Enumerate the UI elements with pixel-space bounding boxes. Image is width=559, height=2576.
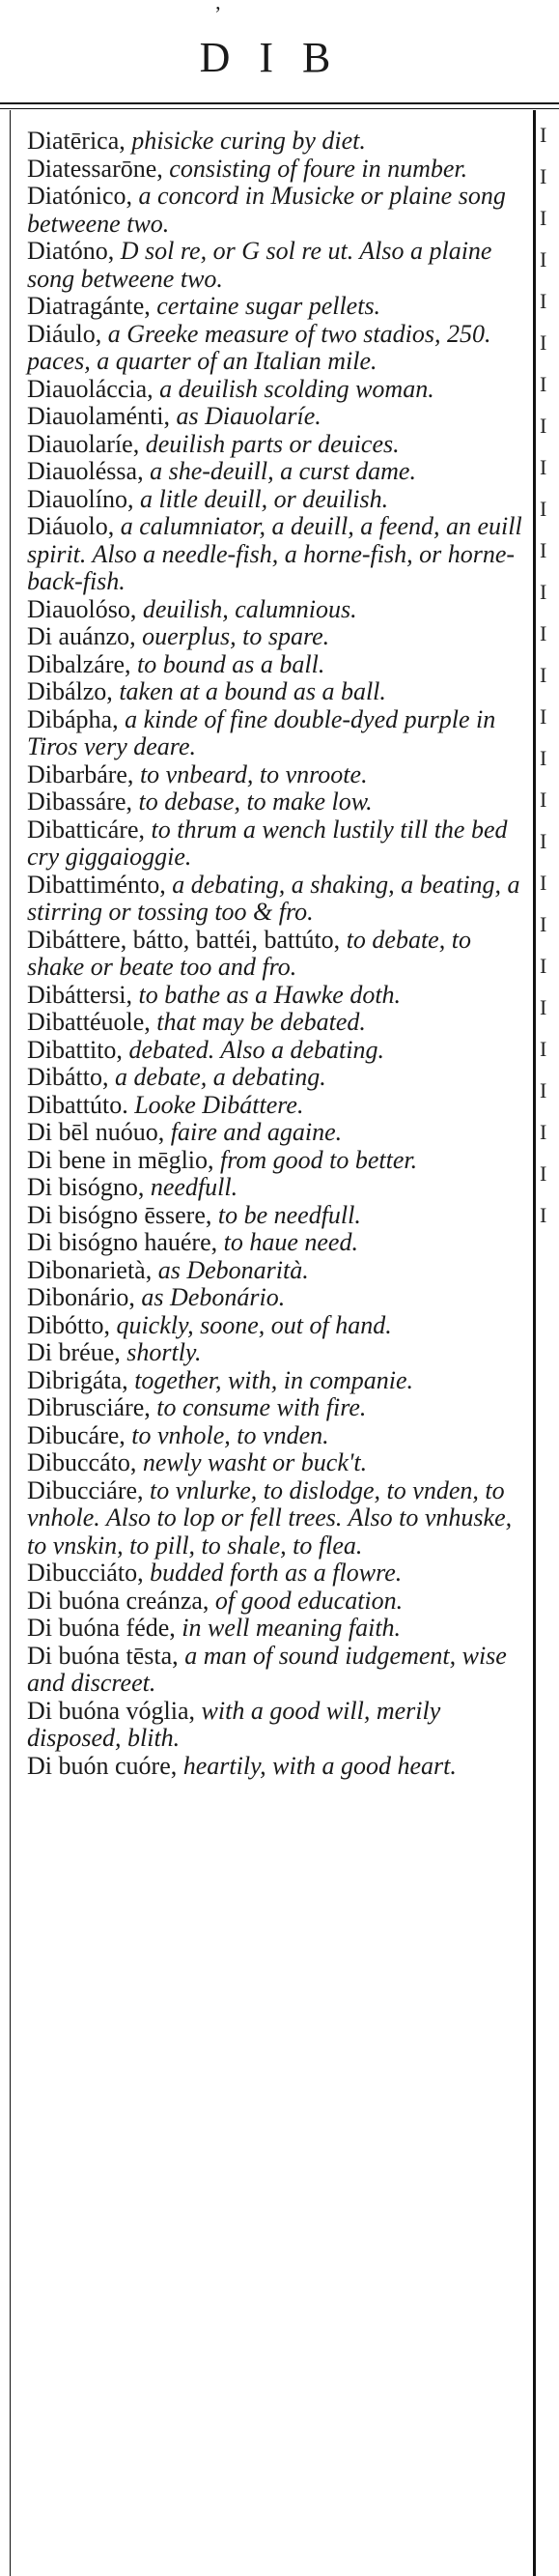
headword: Di bréue, xyxy=(27,1338,127,1366)
headword: Diatragánte, xyxy=(27,292,157,320)
headword: Di bisógno, xyxy=(27,1173,151,1201)
headword: Dibátto, xyxy=(27,1063,115,1091)
headword: Dibatticáre, xyxy=(27,815,152,844)
headword: Dibattiménto, xyxy=(27,870,173,899)
definition: to consume with fire. xyxy=(156,1393,367,1421)
list-item xyxy=(27,1064,529,1092)
list-item xyxy=(27,486,529,514)
list-item xyxy=(27,238,529,293)
headword: Dibuccáto, xyxy=(27,1448,143,1476)
list-item xyxy=(27,1477,529,1560)
header-mark: ʼ xyxy=(214,2,222,26)
list-item xyxy=(27,376,529,404)
definition: to be needfull. xyxy=(217,1200,361,1229)
list-item xyxy=(27,1174,529,1202)
list-item xyxy=(27,156,529,184)
headword: Di bene in mēglio, xyxy=(27,1145,221,1174)
definition: in well meaning faith. xyxy=(182,1614,402,1642)
definition: to vnlurke, to dislodge, to vnden, to vnhole. Also to lop or fell trees. Also to vnhuske, to vnskin, to pill, to shale, to flea. xyxy=(27,1475,513,1560)
definition: to haue need. xyxy=(223,1228,358,1256)
headword: Diatessarōne, xyxy=(27,154,170,183)
list-item xyxy=(27,458,529,486)
headword: Diauolíno, xyxy=(27,484,140,513)
definition: debated. Also a debating. xyxy=(128,1035,384,1064)
list-item xyxy=(27,1449,529,1477)
headword: Dibótto, xyxy=(27,1310,117,1339)
headword: Dibucáre, xyxy=(27,1420,132,1449)
definition: to bathe as a Hawke doth. xyxy=(138,980,402,1009)
headword: Diauolaménti, xyxy=(27,402,177,430)
list-item xyxy=(27,596,529,624)
headword: Diauolóso, xyxy=(27,594,143,623)
definition: to vnbeard, to vnroote. xyxy=(139,759,368,788)
list-item xyxy=(27,1312,529,1340)
headword: Di buóna vóglia, xyxy=(27,1696,202,1725)
list-item xyxy=(27,1588,529,1616)
headword: Dibassáre, xyxy=(27,787,139,816)
list-item xyxy=(27,651,529,679)
column-divider xyxy=(533,110,536,2576)
list-item xyxy=(27,293,529,321)
definition: deuilish parts or deuices. xyxy=(145,429,400,458)
headword: Dibucciáre, xyxy=(27,1475,151,1504)
headword: Diauoléssa, xyxy=(27,457,151,485)
definition: ouerplus, to spare. xyxy=(142,622,330,650)
headword: Diatónico, xyxy=(27,182,139,210)
definition: a Greeke measure of two stadios, 250. paces, a quarter of an Italian mile. xyxy=(27,319,491,375)
header-rule-thin xyxy=(0,108,559,109)
headword: Di buón cuóre, xyxy=(27,1751,183,1780)
definition: newly washt or buck't. xyxy=(142,1448,368,1476)
list-item xyxy=(27,1257,529,1285)
headword: Di buóna creánza, xyxy=(27,1586,215,1615)
definition: as Debonarità. xyxy=(157,1255,309,1284)
list-item xyxy=(27,1037,529,1065)
list-item xyxy=(27,678,529,706)
definition: a calumniator, a deuill, a feend, an euill spirit. Also a needle-fish, a horne-fish, or horne-back-fish. xyxy=(27,512,522,595)
list-item xyxy=(27,1422,529,1450)
definition: a concord in Musicke or plaine song betweene two. xyxy=(27,182,506,238)
list-item xyxy=(27,706,529,761)
definition: from good to better. xyxy=(220,1145,418,1174)
headword: Diauolaríe, xyxy=(27,429,146,458)
definition: to thrum a wench lustily till the bed cry giggaioggie. xyxy=(27,815,508,871)
headword: Dibáttere, bátto, battéi, battúto, xyxy=(27,925,347,954)
headword: Dibarbáre, xyxy=(27,759,140,788)
list-item xyxy=(27,1753,529,1781)
list-item xyxy=(27,183,529,238)
list-item xyxy=(27,513,529,596)
definition: to bound as a ball. xyxy=(137,649,325,678)
headword: Dibonarietà, xyxy=(27,1255,158,1284)
headword: Dibonário, xyxy=(27,1283,142,1311)
headword: Diauoláccia, xyxy=(27,374,160,403)
headword: Di buóna féde, xyxy=(27,1614,182,1642)
headword: Dibattito, xyxy=(27,1035,129,1064)
definition: a she-deuill, a curst dame. xyxy=(150,457,416,485)
column-left-rule xyxy=(10,110,11,2576)
definition: D sol re, or G sol re ut. Also a plaine song betweene two. xyxy=(27,237,492,293)
headword: Diáuolo, xyxy=(27,512,121,540)
definition: a deuilish scolding woman. xyxy=(159,374,434,403)
definition: a man of sound iudgement, wise and discreet. xyxy=(27,1641,507,1697)
list-item xyxy=(27,1119,529,1147)
list-item xyxy=(27,1339,529,1367)
headword: Dibrigáta, xyxy=(27,1365,135,1394)
headword: Dibálzo, xyxy=(27,677,120,705)
definition: heartily, with a good heart. xyxy=(182,1751,457,1780)
headword: Diáulo, xyxy=(27,319,108,348)
entry-list xyxy=(27,128,529,1780)
definition: a debate, a debating. xyxy=(115,1063,326,1091)
definition: to debase, to make low. xyxy=(138,787,373,816)
list-item xyxy=(27,1092,529,1120)
definition: a kinde of fine double-dyed purple in Tiros very deare. xyxy=(27,704,496,760)
headword: Diatóno, xyxy=(27,237,121,265)
definition: taken at a bound as a ball. xyxy=(119,677,386,705)
headword: Diatērica, xyxy=(27,127,132,155)
definition: as Diauolaríe. xyxy=(176,402,321,430)
list-item xyxy=(27,1615,529,1643)
headword: Di bēl nuóuo, xyxy=(27,1118,171,1146)
headword: Dibucciáto, xyxy=(27,1559,151,1587)
list-item xyxy=(27,761,529,789)
header-rule xyxy=(0,102,559,104)
list-item xyxy=(27,1147,529,1175)
definition: faire and againe. xyxy=(170,1118,343,1146)
definition: certaine sugar pellets. xyxy=(156,292,381,320)
definition: deuilish, calumnious. xyxy=(142,594,357,623)
list-item xyxy=(27,623,529,651)
definition: together, with, in companie. xyxy=(134,1365,414,1394)
definition: consisting of foure in number. xyxy=(169,154,468,183)
definition: a litle deuill, or deuilish. xyxy=(140,484,389,513)
headword: Di buóna tēsta, xyxy=(27,1641,185,1670)
headword: Di auánzo, xyxy=(27,622,143,650)
list-item xyxy=(27,1698,529,1753)
headword: Dibáttersi, xyxy=(27,980,139,1009)
definition: as Debonário. xyxy=(141,1283,286,1311)
list-item xyxy=(27,1009,529,1037)
list-item xyxy=(27,816,529,872)
definition: that may be debated. xyxy=(156,1008,366,1036)
headword: Di bisógno hauére, xyxy=(27,1228,224,1256)
headword: Dibattéuole, xyxy=(27,1008,157,1036)
headword: Dibápha, xyxy=(27,704,126,733)
list-item xyxy=(27,431,529,459)
headword: Dibattúto. xyxy=(27,1090,135,1119)
definition: shortly. xyxy=(126,1338,202,1366)
definition: a debating, a shaking, a beating, a stirring or tossing too & fro. xyxy=(27,870,520,926)
page-title: DIB xyxy=(199,34,360,81)
list-item xyxy=(27,403,529,431)
definition: to vnhole, to vnden. xyxy=(131,1420,329,1449)
headword: Dibalzáre, xyxy=(27,649,138,678)
definition: quickly, soone, out of hand. xyxy=(116,1310,392,1339)
definition: phisicke curing by diet. xyxy=(131,127,366,155)
list-item xyxy=(27,1202,529,1230)
definition: needfull. xyxy=(150,1173,238,1201)
list-item xyxy=(27,128,529,156)
list-item xyxy=(27,1284,529,1312)
definition: Looke Dibáttere. xyxy=(134,1090,304,1119)
list-item xyxy=(27,872,529,927)
list-item xyxy=(27,982,529,1010)
list-item xyxy=(27,321,529,376)
definition: of good education. xyxy=(214,1586,404,1615)
list-item xyxy=(27,927,529,982)
list-item xyxy=(27,1229,529,1257)
headword: Di bisógno ēssere, xyxy=(27,1200,218,1229)
definition: to debate, to shake or beate too and fro. xyxy=(27,925,471,981)
adjacent-column-edge: I I I I I I I I I I I I I I I I I I I I I I I I I I I xyxy=(540,123,547,1227)
definition: budded forth as a flowre. xyxy=(150,1559,403,1587)
list-item xyxy=(27,1394,529,1422)
definition: with a good will, merily disposed, blith. xyxy=(27,1696,441,1752)
list-item xyxy=(27,1560,529,1588)
list-item xyxy=(27,1643,529,1698)
list-item xyxy=(27,788,529,816)
headword: Dibrusciáre, xyxy=(27,1393,157,1421)
list-item xyxy=(27,1367,529,1395)
